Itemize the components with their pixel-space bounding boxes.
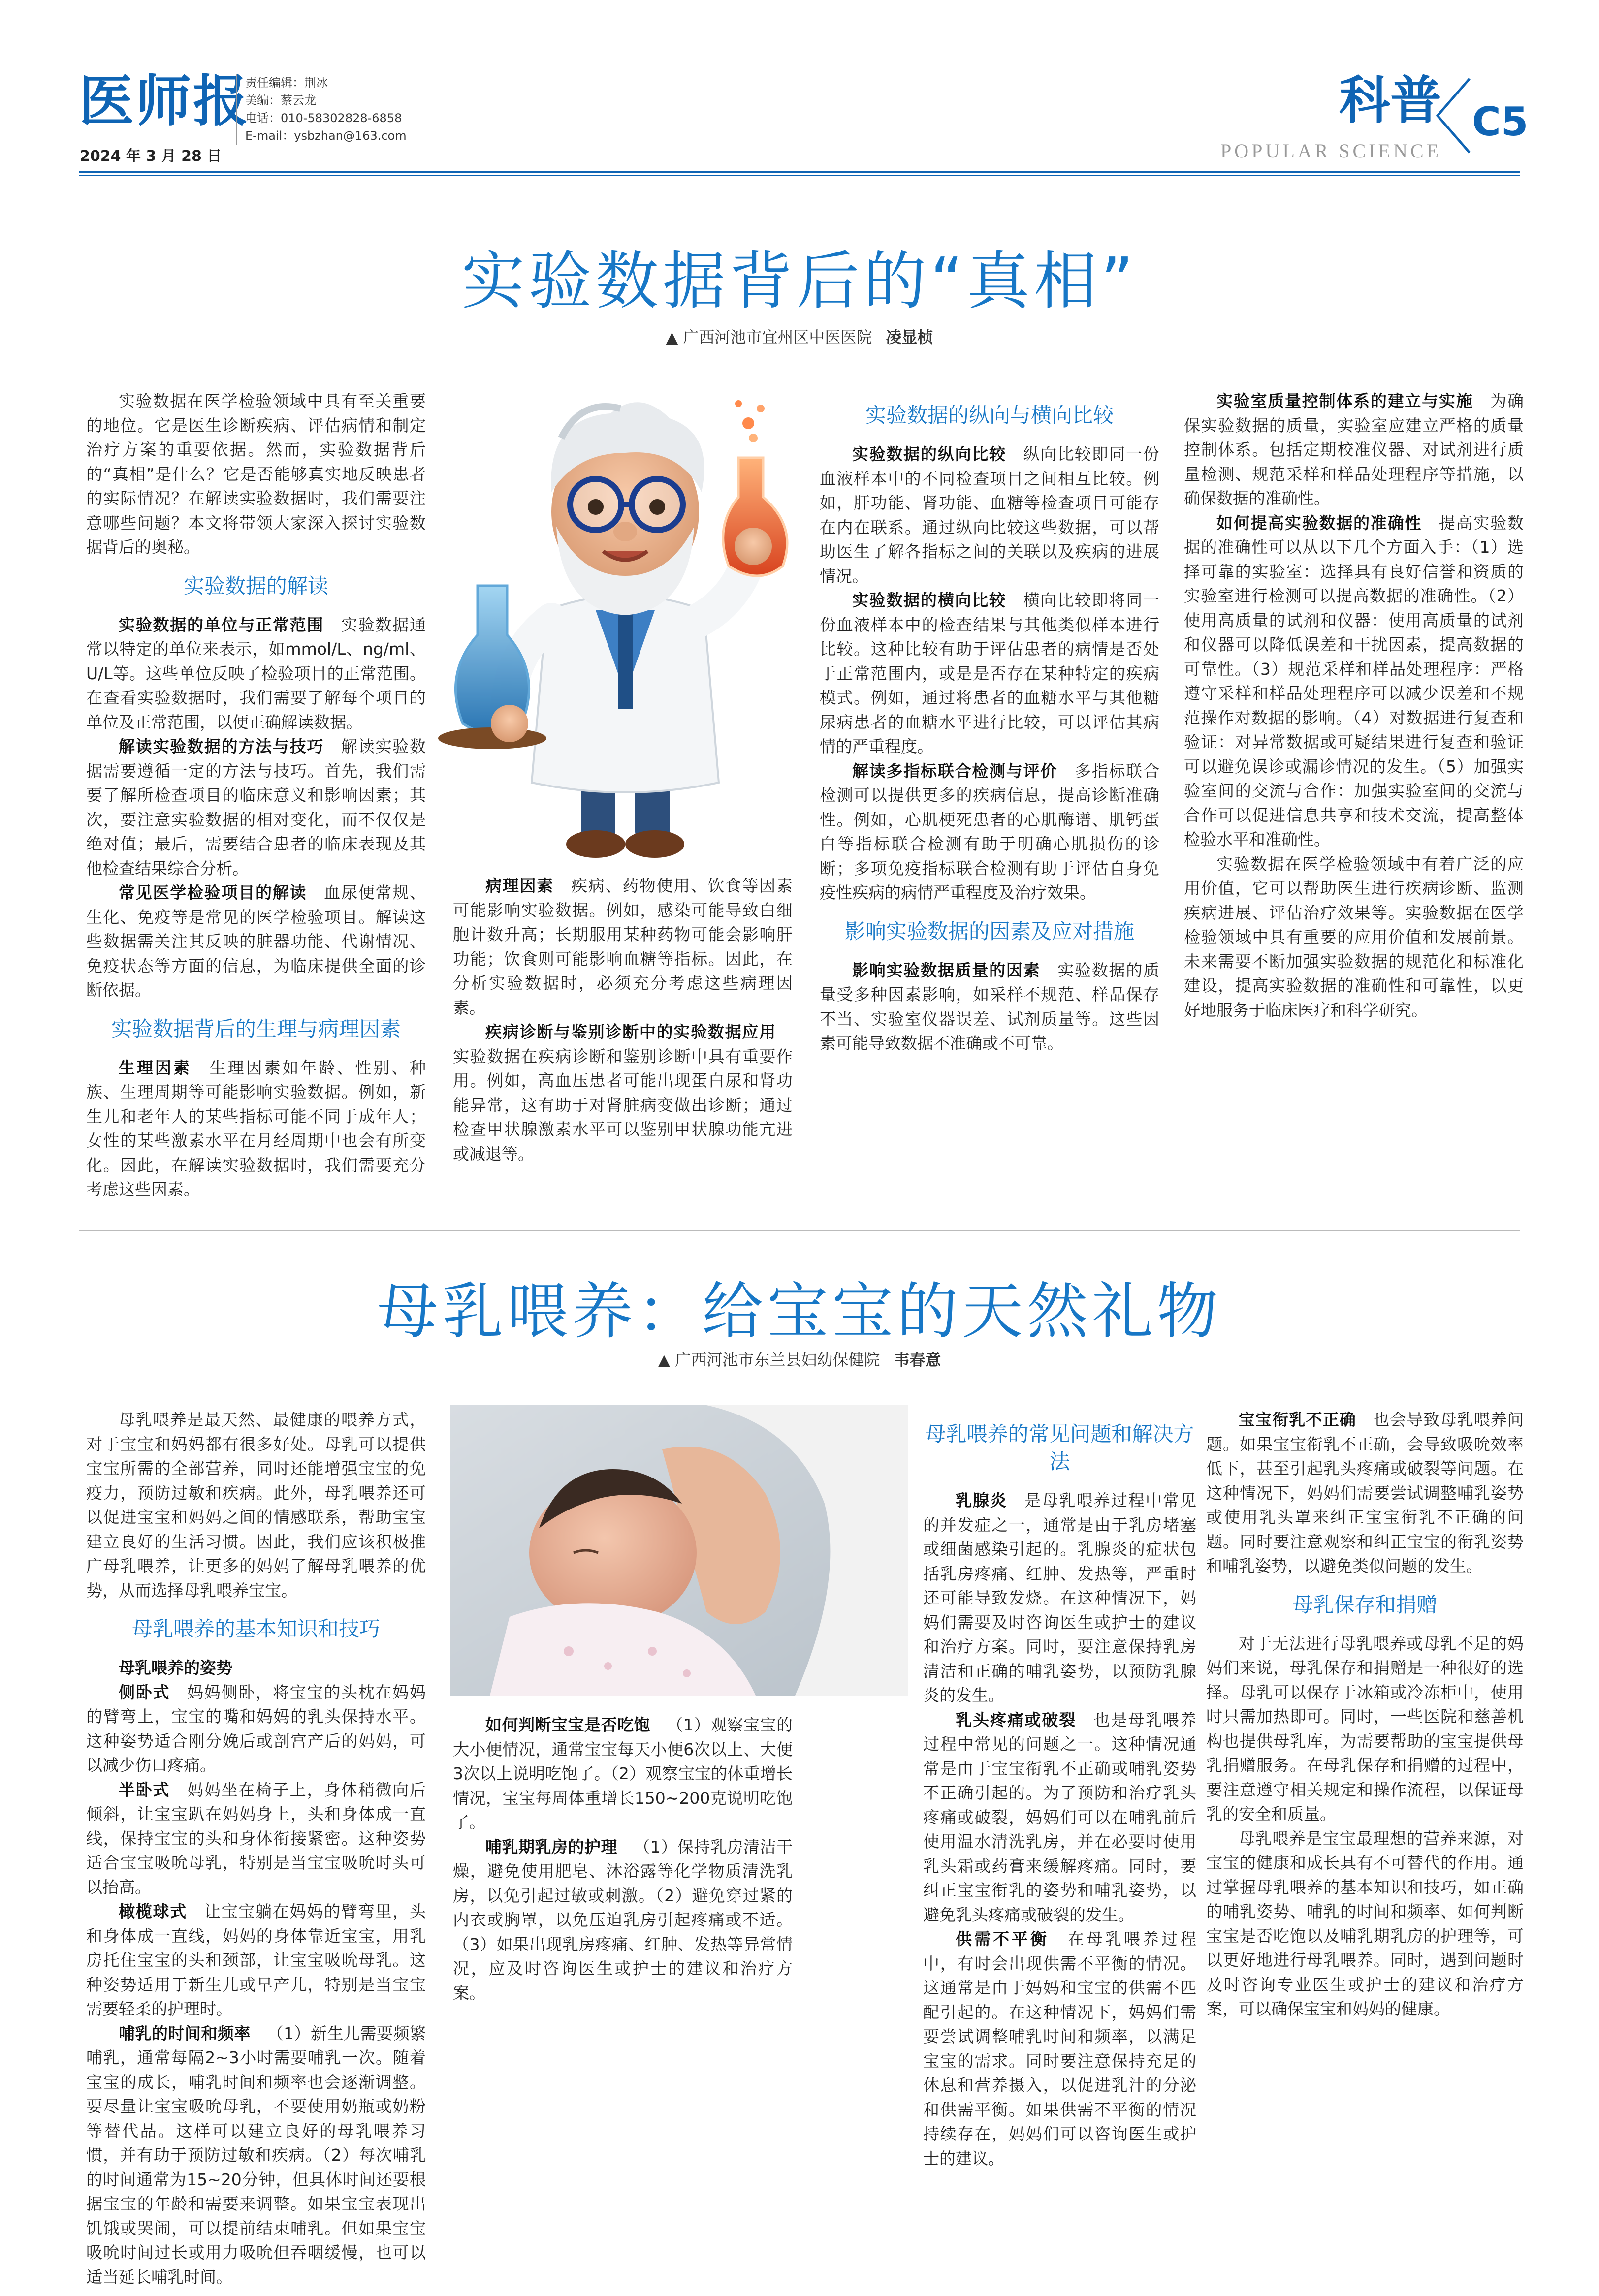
article2-subhead-basics: 母乳喂养的基本知识和技巧 [131,1617,380,1641]
article-divider [79,1230,1520,1231]
lead-in: 生理因素 [119,1058,192,1077]
article2-conclusion: 母乳喂养是宝宝最理想的营养来源，对宝宝的健康和成长具有不可替代的作用。通过掌握母乳喂养的基本知识和技巧，如正确的哺乳姿势、哺乳的时间和频率、如何判断宝宝是否吃饱以及哺乳期乳房的护理等，可以更好地进行母乳喂养。同时，遇到问题时及时咨询专业医生或护士的建议和治疗方案，可以确保宝宝和妈妈的健康。 [1206,1828,1524,2018]
lead-in: 哺乳的时间和频率 [119,2023,251,2043]
article2-paragraph [923,1927,1196,2170]
article2-subhead-storage: 母乳保存和捐赠 [1292,1592,1438,1617]
article1-paragraph [1184,511,1524,852]
article2-column-2 [453,1713,793,2005]
article2-byline-author: 韦春意 [894,1351,941,1369]
section-title: 科普 [1339,70,1441,130]
article2-paragraph [923,1708,1196,1927]
article2-paragraph: 对于无法进行母乳喂养或母乳不足的妈妈们来说，母乳保存和捐赠是一种很好的选择。母乳可以保存于冰箱或冷冻柜中，使用时只需加热即可。同时，一些医院和慈善机构也提供母乳库，为需要帮助的宝宝提供母乳捐赠服务。在母乳保存和捐赠的过程中，要注意遵守相关规定和操作流程，以保证母乳的安全和质量。 [1206,1634,1524,1824]
body-text: 纵向比较即同一份血液样本中的不同检查项目之间相互比较。例如，肝功能、肾功能、血糖等检查项目可能存在内在联系。通过纵向比较这些数据，可以帮助医生了解各指标之间的关联以及疾病的进展情况。 [820,444,1160,586]
article1-paragraph [86,1056,426,1202]
article1-paragraph [86,881,426,1003]
body-text: 血尿便常规、生化、免疫等是常见的医学检验项目。解读这些数据需关注其反映的脏器功能、代谢情况、免疫状态等方面的信息，为临床提供全面的诊断依据。 [86,883,426,1000]
article1-paragraph [86,613,426,735]
body-text: 生理因素如年龄、性别、种族、生理周期等可能影响实验数据。例如，新生儿和老年人的某些指标可能不同于成年人；女性的某些激素水平在月经周期中也会有所变化。因此，在解读实验数据时，我们需要充分考虑这些因素。 [86,1058,426,1199]
lead-in: 侧卧式 [119,1682,170,1702]
article2-intro: 母乳喂养是最天然、最健康的喂养方式，对于宝宝和妈妈都有很多好处。母乳可以提供宝宝所需的全部营养，同时还能增强宝宝的免疫力，预防过敏和疾病。此外，母乳喂养还可以促进宝宝和妈妈之间的情感联系，帮助宝宝建立良好的生活习惯。因此，我们应该积极推广母乳喂养，让更多的妈妈了解母乳喂养的优势，从而选择母乳喂养宝宝。 [86,1410,426,1600]
body-text: 妈妈侧卧，将宝宝的头枕在妈妈的臂弯上，宝宝的嘴和妈妈的乳头保持水平。这种姿势适合刚分娩后或剖宫产后的妈妈，可以减少伤口疼痛。 [86,1682,426,1775]
body-text: 多指标联合检测可以提供更多的疾病信息，提高诊断准确性。例如，心肌梗死患者的心肌酶谱、肌钙蛋白等指标联合检测有助于明确心肌损伤的诊断；多项免疫指标联合检测有助于评估自身免疫性疾病的病情严重程度及治疗效果。 [820,761,1160,902]
article1-byline-author: 凌显桢 [886,328,933,346]
lead-in: 实验数据的单位与正常范围 [119,615,324,634]
article1-illustration [433,379,817,861]
article2-column-1 [86,1408,426,2289]
body-text: 是母乳喂养过程中常见的并发症之一，通常是由于乳房堵塞或细菌感染引起的。乳腺炎的症状包括乳房疼痛、红肿、发热等，严重时还可能导致发烧。在这种情况下，妈妈们需要及时咨询医生或护士的建议和治疗方案。同时，要注意保持乳房清洁和正确的哺乳姿势，以预防乳腺炎的发生。 [923,1491,1197,1705]
body-text: 也是母乳喂养过程中常见的问题之一。这种情况通常是由于宝宝衔乳不正确或哺乳姿势不正确引起的。为了预防和治疗乳头疼痛或破裂，妈妈们可以在哺乳前后使用温水清洗乳房，并在必要时使用乳头霜或药膏来缓解疼痛。同时，要纠正宝宝衔乳的姿势和哺乳姿势，以避免乳头疼痛或破裂的发生。 [923,1710,1197,1924]
body-text: 为确保实验数据的质量，实验室应建立严格的质量控制体系。包括定期校准仪器、对试剂进行质量检测、规范采样和样品处理程序等措施，以确保数据的准确性。 [1184,391,1524,508]
article2-photo [450,1405,908,1696]
body-text: 横向比较即将同一份血液样本中的检查结果与其他类似样本进行比较。这种比较有助于评估患者的病情是否处于正常范围内，或是是否存在某种特定的疾病模式。例如，通过将患者的血糖水平与其他糖尿病患者的血糖水平进行比较，可以评估其病情的严重程度。 [820,591,1160,756]
editorial-credits [236,74,407,145]
lead-in: 哺乳期乳房的护理 [485,1837,617,1856]
lead-in: 如何提高实验数据的准确性 [1216,513,1422,533]
article2-paragraph [1206,1408,1524,1578]
article1-column-4 [1184,389,1524,1022]
article1-paragraph [820,442,1159,588]
lead-in: 解读实验数据的方法与技巧 [119,737,324,756]
article1-paragraph [86,734,426,881]
article2-byline [0,1348,1599,1370]
article2-column-3 [923,1408,1196,2170]
article2-headline: 母乳喂养：给宝宝的天然礼物 [377,1276,1222,1347]
body-text: 解读实验数据需要遵循一定的方法与技巧。首先，我们需要了解所检查项目的临床意义和影响因素；其次，要注意实验数据的相对变化，而不仅仅是绝对值；最后，需要结合患者的临床表现及其他检查结果综合分析。 [86,737,426,878]
lead-in: 实验室质量控制体系的建立与实施 [1216,391,1473,410]
article1-headline: 实验数据背后的“真相” [461,245,1138,318]
credit-designer: 美编：蔡云龙 [245,94,316,107]
lead-in: 解读多指标联合检测与评价 [852,761,1058,781]
body-text: 提高实验数据的准确性可以从以下几个方面入手：（1）选择可靠的实验室：选择具有良好信誉和资质的实验室进行检测可以提高数据的准确性。（2）使用高质量的试剂和仪器：使用高质量的试剂和仪器可以降低误差和干扰因素，提高数据的可靠性。（3）规范采样和样品处理程序：严格遵守采样和样品处理程序可以减少误差和不规范操作对数据的影响。（4）对数据进行复查和验证：对异常数据或可疑结果进行复查和验证可以避免误诊或漏诊情况的发生。（5）加强实验室间的交流与合作：加强实验室间的交流与合作可以促进信息共享和技术交流，提高整体检验水平和准确性。 [1184,513,1524,849]
article2-paragraph [86,2021,426,2290]
lead-in: 常见医学检验项目的解读 [119,883,307,902]
lead-in: 橄榄球式 [119,1902,188,1921]
body-text: （1）保持乳房清洁干燥，避免使用肥皂、沐浴露等化学物质清洗乳房，以免引起过敏或刺激。（2）避免穿过紧的内衣或胸罩，以免压迫乳房引起疼痛或不适。（3）如果出现乳房疼痛、红肿、发热等异常情况，应及时咨询医生或护士的建议和治疗方案。 [453,1837,793,2003]
article1-byline-org: ▲ 广西河池市宜州区中医医院 [666,328,872,346]
article1-paragraph [1184,389,1524,511]
article1-column-3 [820,389,1159,1056]
body-text: 也会导致母乳喂养问题。如果宝宝衔乳不正确，会导致吸吮效率低下，甚至引起乳头疼痛或破裂等问题。在这种情况下，妈妈们需要尝试调整哺乳姿势或使用乳头罩来纠正宝宝衔乳不正确的问题。同时要注意观察和纠正宝宝的衔乳姿势和哺乳姿势，以避免类似问题的发生。 [1206,1410,1524,1575]
body-text: 实验数据在疾病诊断和鉴别诊断中具有重要作用。例如，高血压患者可能出现蛋白尿和肾功能异常，这有助于对肾脏病变做出诊断；通过检查甲状腺激素水平可以鉴别甲状腺功能亢进或减退等。 [453,1046,793,1164]
body-text: 疾病、药物使用、饮食等因素可能影响实验数据。例如，感染可能导致白细胞计数升高；长期服用某种药物可能会影响肝功能；饮食则可能影响血糖等指标。因此，在分析实验数据时，必须充分考虑这些病理因素。 [453,876,793,1017]
lead-in: 实验数据的纵向比较 [852,444,1006,464]
article1-paragraph [820,958,1159,1056]
article2-paragraph [923,1488,1196,1708]
newspaper-logo: 医师报 [79,69,250,133]
issue-date: 2024 年 3 月 28 日 [80,148,222,165]
lead-in: 供需不平衡 [956,1929,1049,1949]
body-text: 实验数据通常以特定的单位来表示，如mmol/L、ng/ml、U/L等。这些单位反映了检验项目的正常范围。在查看实验数据时，我们需要了解每个项目的单位及正常范围，以便正确解读数据。 [86,615,426,732]
article2-paragraph [453,1713,793,1835]
article1-intro: 实验数据在医学检验领域中具有至关重要的地位。它是医生诊断疾病、评估病情和制定治疗方案的重要依据。然而，实验数据背后的“真相”是什么？它是否能够真实地反映患者的实际情况？在解读实验数据时，我们需要注意哪些问题？本文将带领大家深入探讨实验数据背后的奥秘。 [86,391,426,557]
article2-paragraph [86,1680,426,1778]
article1-column-1 [86,389,426,1202]
body-text: 在母乳喂养过程中，有时会出现供需不平衡的情况。这通常是由于妈妈和宝宝的供需不匹配引起的。在这种情况下，妈妈们需要尝试调整哺乳时间和频率，以满足宝宝的需求。同时要注意保持充足的休息和营养摄入，以促进乳汁的分泌和供需平衡。如果供需不平衡的情况持续存在，妈妈们可以咨询医生或护士的建议。 [923,1929,1196,2168]
article1-subhead-interpretation: 实验数据的解读 [183,573,328,598]
cartoon-scientist-icon [433,379,817,861]
header-rule-thin [79,175,1520,176]
body-text: 实验数据的质量受多种因素影响，如采样不规范、样品保存不当、实验室仪器误差、试剂质量等。这些因素可能导致数据不准确或不可靠。 [820,960,1160,1053]
article1-column-2 [453,874,793,1166]
article1-paragraph [453,874,793,1020]
body-text: 让宝宝躺在妈妈的臂弯里，头和身体成一直线，妈妈的身体靠近宝宝，用乳房托住宝宝的头和颈部，让宝宝吸吮母乳。这种姿势适用于新生儿或早产儿，特别是当宝宝需要轻柔的护理时。 [86,1902,426,2018]
article1-byline [0,325,1599,347]
lead-in: 宝宝衔乳不正确 [1239,1410,1356,1429]
lead-in: 母乳喂养的姿势 [119,1658,232,1677]
lead-in: 病理因素 [485,876,554,895]
article2-paragraph [86,1899,426,2021]
article1-subhead-comparison: 实验数据的纵向与横向比较 [865,403,1114,427]
section-title-en: POPULAR SCIENCE [1220,140,1441,162]
article2-byline-org: ▲ 广西河池市东兰县妇幼保健院 [658,1351,880,1369]
header-rule [79,171,1520,173]
lead-in: 半卧式 [119,1780,170,1799]
body-text: （1）观察宝宝的大小便情况，通常宝宝每天小便6次以上、大便3次以上说明吃饱了。（2）观察宝宝的体重增长情况，宝宝每周体重增长150~200克说明吃饱了。 [453,1715,793,1832]
lead-in: 实验数据的横向比较 [852,591,1006,610]
chevron-left-icon [1430,74,1474,157]
article1-subhead-factors: 实验数据背后的生理与病理因素 [111,1016,401,1041]
credit-email: E-mail：ysbzhan@163.com [245,129,407,143]
article2-subhead-problems: 母乳喂养的常见问题和解决方法 [925,1422,1194,1474]
article1-subhead-measures: 影响实验数据的因素及应对措施 [844,919,1134,944]
article1-paragraph [820,588,1159,759]
credit-editor: 责任编辑：荆冰 [245,76,328,90]
mother-baby-photo-icon [450,1405,908,1696]
page-number: C5 [1472,99,1529,145]
article2-paragraph [86,1778,426,1900]
article1-paragraph [453,1020,793,1166]
lead-in: 乳腺炎 [956,1491,1008,1510]
article1-conclusion: 实验数据在医学检验领域中有着广泛的应用价值，它可以帮助医生进行疾病诊断、监测疾病进展、评估治疗效果等。实验数据在医学检验领域中具有重要的应用价值和发展前景。未来需要不断加强实验数据的规范化和标准化建设，提高实验数据的准确性和可靠性，以更好地服务于临床医疗和科学研究。 [1184,854,1524,1020]
lead-in: 如何判断宝宝是否吃饱 [485,1715,650,1734]
article2-posture-heading [86,1656,426,1680]
lead-in: 乳头疼痛或破裂 [956,1710,1077,1730]
lead-in: 疾病诊断与鉴别诊断中的实验数据应用 [485,1022,776,1041]
credit-phone: 电话：010-58302828-6858 [245,111,402,125]
article2-column-4 [1206,1408,1524,2021]
lead-in: 影响实验数据质量的因素 [852,960,1041,980]
article2-paragraph [453,1835,793,2006]
article1-paragraph [820,759,1159,905]
body-text: 妈妈坐在椅子上，身体稍微向后倾斜，让宝宝趴在妈妈身上，头和身体成一直线，保持宝宝的头和身体衔接紧密。这种姿势适合宝宝吸吮母乳，特别是当宝宝吸吮时头可以抬高。 [86,1780,426,1897]
body-text: （1）新生儿需要频繁哺乳，通常每隔2~3小时需要哺乳一次。随着宝宝的成长，哺乳时间和频率也会逐渐调整。要尽量让宝宝吸吮母乳，不要使用奶瓶或奶粉等替代品。这样可以建立良好的母乳喂养习惯，并有助于预防过敏和疾病。（2）每次哺乳的时间通常为15~20分钟，但具体时间还要根据宝宝的年龄和需要来调整。如果宝宝表现出饥饿或哭闹，可以提前结束哺乳。但如果宝宝吸吮时间过长或用力吸吮但吞咽缓慢，也可以适当延长哺乳时间。 [86,2023,426,2287]
